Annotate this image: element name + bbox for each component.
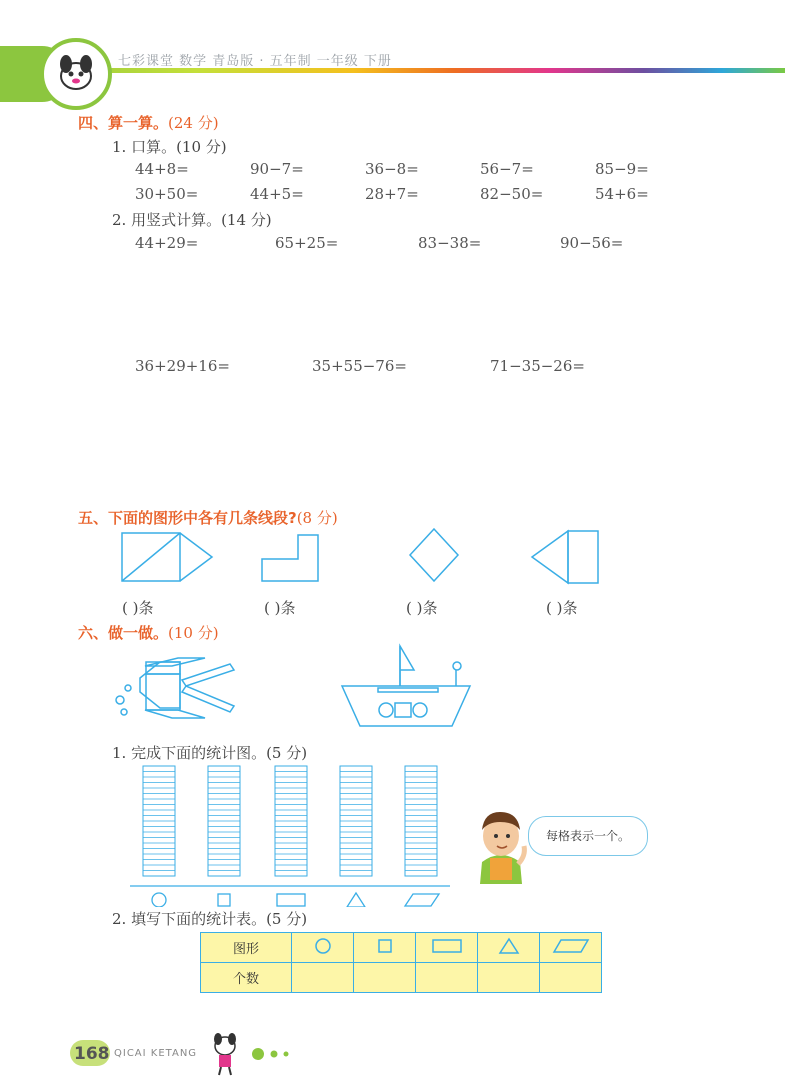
footer-mascot-icon (205, 1030, 245, 1076)
count-input-cell[interactable] (540, 963, 602, 993)
line-segment-figures (0, 525, 800, 595)
section6-score: (10 分) (168, 624, 219, 642)
mental-expr: 85−9= (595, 160, 649, 178)
count-input-cell[interactable] (416, 963, 478, 993)
figure-l-shape (262, 535, 318, 581)
table-shape-cell (354, 933, 416, 963)
answer-blank[interactable]: ( )条 (122, 599, 154, 617)
mental-expr: 44+5= (250, 185, 304, 203)
footer-brand: QICAI KETANG (114, 1048, 198, 1059)
vertical-expr: 71−35−26= (490, 357, 585, 375)
answer-blank[interactable]: ( )条 (406, 599, 438, 617)
figure-rect-triangle (122, 533, 212, 581)
circle-icon (152, 893, 166, 907)
page-number: 168 (74, 1044, 110, 1064)
footer-dots-icon (250, 1046, 300, 1062)
mental-expr: 54+6= (595, 185, 649, 203)
table-shape-cell (416, 933, 478, 963)
count-input-cell[interactable] (478, 963, 540, 993)
vertical-expr: 35+55−76= (312, 357, 407, 375)
vertical-expr: 65+25= (275, 234, 339, 252)
parallelogram-icon (551, 936, 591, 956)
section4-score: (24 分) (168, 114, 219, 132)
fish-figure (116, 658, 234, 718)
vertical-expr: 83−38= (418, 234, 482, 252)
vertical-expr: 36+29+16= (135, 357, 230, 375)
mental-expr: 90−7= (250, 160, 304, 178)
count-input-cell[interactable] (292, 963, 354, 993)
vertical-expr: 90−56= (560, 234, 624, 252)
parallelogram-icon (405, 894, 439, 906)
triangle-icon (497, 936, 521, 956)
section6-part2-label: 2. 填写下面的统计表。(5 分) (112, 910, 308, 928)
section5-title: 五、下面的图形中各有几条线段? (78, 509, 297, 527)
boat-figure (342, 646, 470, 726)
section4-part1-label: 1. 口算。(10 分) (112, 138, 227, 156)
table-row (201, 963, 602, 993)
mental-expr: 82−50= (480, 185, 544, 203)
answer-blank[interactable]: ( )条 (546, 599, 578, 617)
section6-title: 六、做一做。 (78, 624, 169, 642)
count-input-cell[interactable] (354, 963, 416, 993)
table-shape-cell (540, 933, 602, 963)
section6-part1-label: 1. 完成下面的统计图。(5 分) (112, 744, 308, 762)
table-header-shape: 图形 (201, 933, 292, 963)
mascot-icon (44, 42, 108, 106)
mental-expr: 30+50= (135, 185, 199, 203)
figure-triangle-rect (532, 531, 598, 583)
figure-diamond (410, 529, 458, 581)
table-shape-cell (292, 933, 354, 963)
statistics-grid-chart (130, 762, 460, 907)
mental-expr: 56−7= (480, 160, 534, 178)
triangle-icon (347, 893, 365, 907)
mental-expr: 44+8= (135, 160, 189, 178)
statistics-table (200, 932, 602, 993)
answer-blank[interactable]: ( )条 (264, 599, 296, 617)
grid-column[interactable] (143, 766, 175, 876)
speech-bubble: 每格表示一个。 (528, 816, 648, 856)
circle-icon (313, 936, 333, 956)
table-row (201, 933, 602, 963)
grid-column[interactable] (208, 766, 240, 876)
rectangle-icon (430, 936, 464, 956)
mental-expr: 28+7= (365, 185, 419, 203)
square-icon (375, 936, 395, 956)
grid-column[interactable] (405, 766, 437, 876)
boy-illustration (470, 800, 532, 884)
table-header-count: 个数 (201, 963, 292, 993)
header-title: 七彩课堂 数学 青岛版 · 五年制 一年级 下册 (118, 54, 392, 69)
mascot-logo (40, 38, 112, 110)
shape-pictures (0, 640, 800, 740)
mental-expr: 36−8= (365, 160, 419, 178)
vertical-expr: 44+29= (135, 234, 199, 252)
section4-heading (78, 112, 219, 133)
grid-column[interactable] (340, 766, 372, 876)
table-shape-cell (478, 933, 540, 963)
grid-column[interactable] (275, 766, 307, 876)
section4-title: 四、算一算。 (78, 114, 169, 132)
section5-score: (8 分) (296, 509, 338, 527)
section4-part2-label: 2. 用竖式计算。(14 分) (112, 211, 272, 229)
square-icon (218, 894, 230, 906)
rectangle-icon (277, 894, 305, 906)
